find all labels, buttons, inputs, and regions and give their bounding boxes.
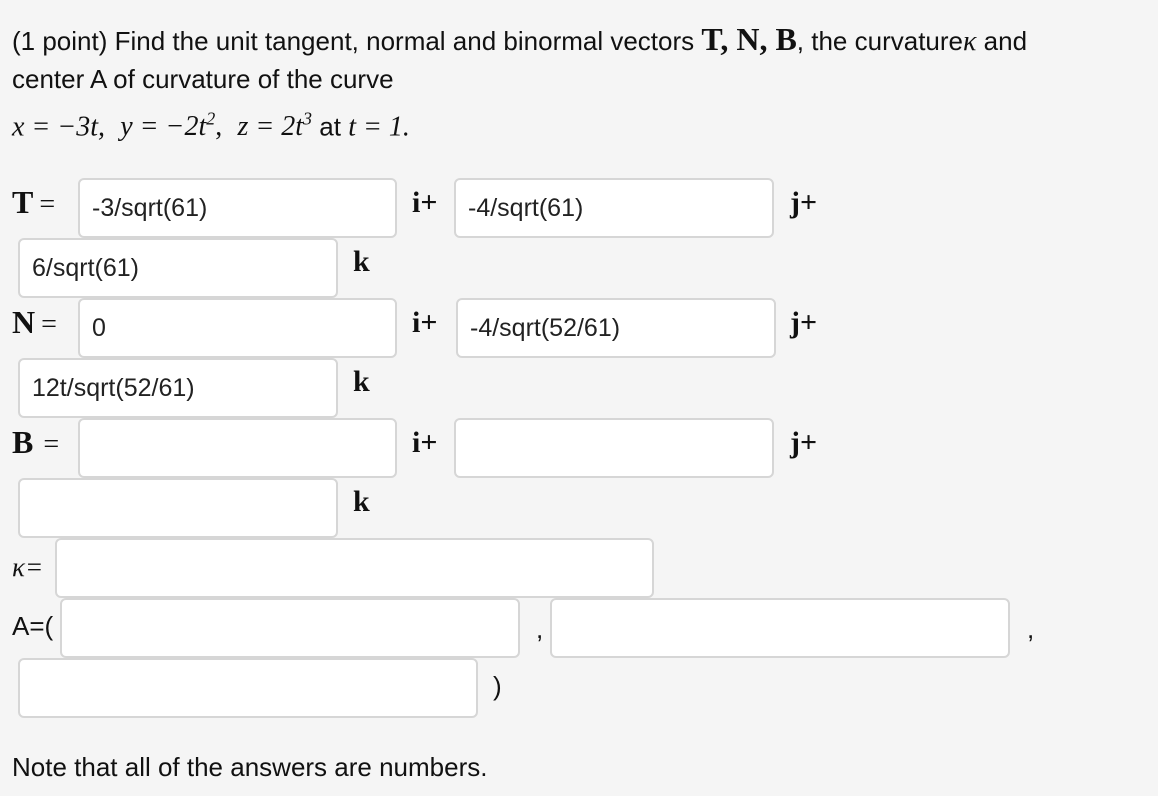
center-y-input[interactable]	[550, 598, 1010, 658]
equals-sign: =	[43, 429, 60, 460]
close-paren: )	[493, 671, 502, 701]
k-label: k	[353, 365, 370, 398]
normal-j-input[interactable]	[456, 298, 776, 358]
binormal-j-input[interactable]	[454, 418, 774, 478]
equation-y	[120, 111, 222, 142]
equation-y-exponent: 2	[206, 109, 216, 129]
binormal-k-input[interactable]	[18, 478, 338, 538]
curve-equations	[12, 99, 410, 147]
i-plus-label: i+	[412, 306, 438, 339]
k-label: k	[353, 485, 370, 518]
normal-symbol: N	[12, 304, 36, 340]
curvature-input[interactable]	[55, 538, 654, 598]
at-label: at	[319, 111, 341, 142]
center-z-input[interactable]	[18, 658, 478, 718]
normal-i-input[interactable]	[78, 298, 397, 358]
equation-y-comma: ,	[215, 111, 223, 143]
equals-sign: =	[41, 309, 57, 340]
j-plus-label: j+	[790, 306, 818, 339]
k-label: k	[353, 245, 370, 278]
normal-label	[12, 304, 57, 341]
t-value: t = 1.	[348, 111, 410, 143]
tangent-symbol: T	[12, 184, 34, 220]
binormal-i-input[interactable]	[78, 418, 397, 478]
problem-line-2: center A of curvature of the curve	[12, 64, 394, 94]
tangent-j-input[interactable]	[454, 178, 774, 238]
binormal-symbol: B	[12, 424, 34, 460]
problem-text-end: and	[976, 26, 1028, 56]
vectors-symbols: T, N, B	[701, 21, 797, 57]
comma-separator: ,	[1027, 614, 1035, 644]
equals-sign: =	[39, 189, 56, 220]
center-open-label: A=(	[12, 611, 54, 641]
problem-text-mid: , the curvature	[796, 26, 963, 56]
problem-line-1	[12, 19, 1027, 62]
tangent-k-input[interactable]	[18, 238, 338, 298]
equation-z	[237, 111, 312, 142]
equation-z-base: z = 2t	[237, 111, 304, 143]
binormal-label	[12, 424, 59, 461]
i-plus-label: i+	[412, 426, 438, 459]
problem-text: (1 point) Find the unit tangent, normal and binormal vectors	[12, 26, 702, 56]
equation-z-exponent: 3	[303, 109, 313, 129]
kappa-equals: κ=	[12, 552, 44, 582]
kappa-symbol: κ	[963, 26, 977, 57]
i-plus-label: i+	[412, 186, 438, 219]
j-plus-label: j+	[790, 426, 818, 459]
normal-k-input[interactable]	[18, 358, 338, 418]
center-x-input[interactable]	[60, 598, 520, 658]
comma-separator: ,	[536, 614, 544, 644]
tangent-label	[12, 184, 55, 221]
note-text: Note that all of the answers are numbers.	[12, 752, 488, 782]
curvature-label	[12, 552, 43, 583]
tangent-i-input[interactable]	[78, 178, 397, 238]
equation-y-base: y = −2t	[120, 111, 207, 143]
equation-x: x = −3t,	[12, 111, 105, 143]
j-plus-label: j+	[790, 186, 818, 219]
